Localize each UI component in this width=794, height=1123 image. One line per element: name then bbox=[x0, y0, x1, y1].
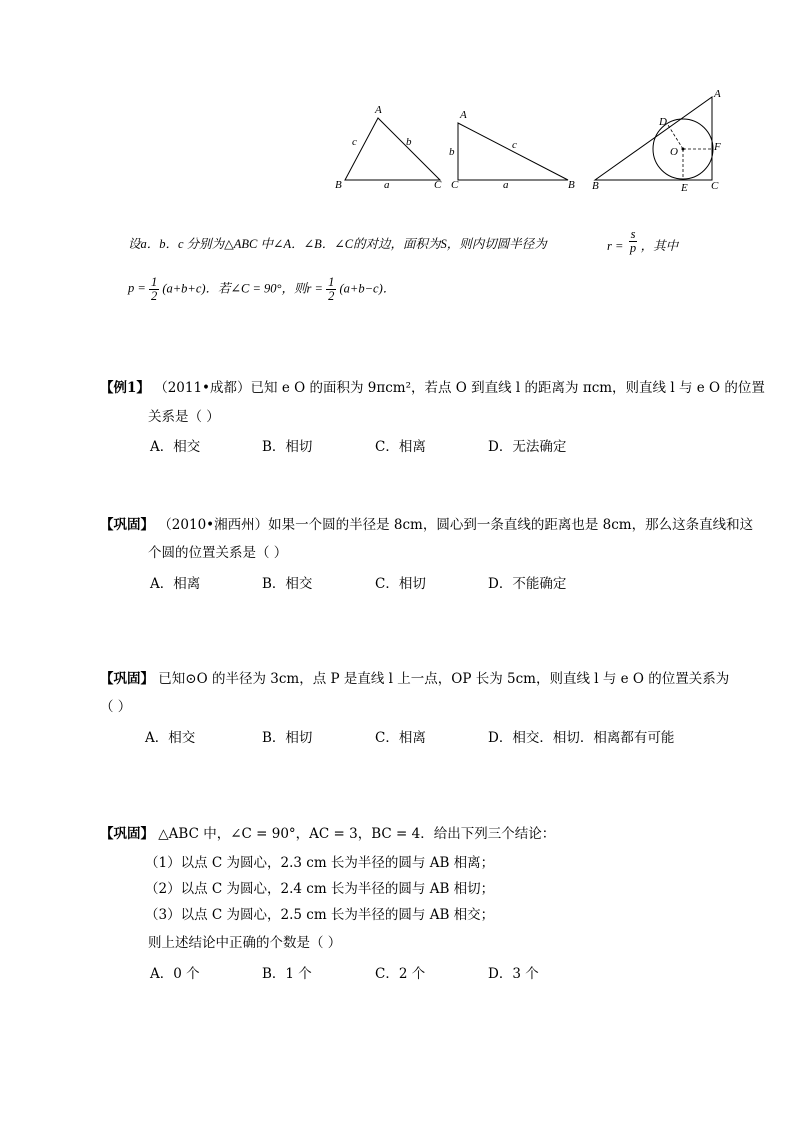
formula-end: (a+b−c)． bbox=[339, 281, 396, 296]
label-B: B bbox=[568, 179, 575, 191]
formula-mid: (a+b+c)．若∠C = 90°，则r = bbox=[162, 281, 323, 296]
label-A: A bbox=[460, 109, 467, 121]
label-A: A bbox=[714, 88, 721, 100]
label-b: b bbox=[406, 136, 412, 148]
triangle-figures bbox=[330, 85, 730, 195]
half-denominator: 2 bbox=[150, 289, 158, 303]
r-lhs: r = bbox=[607, 239, 624, 254]
question-stem: △ABC 中，∠C = 90°，AC = 3，BC = 4．给出下列三个结论： bbox=[158, 826, 556, 842]
question-ask: 则上述结论中正确的个数是（ ） bbox=[148, 935, 342, 951]
question-stem: （2010•湘西州）如果一个圆的半径是 8cm，圆心到一条直线的距离也是 8cm，那么这条直线和这 bbox=[158, 517, 754, 533]
radius-formula bbox=[607, 228, 678, 255]
formula-line-1 bbox=[128, 234, 547, 252]
option-b: B．相切 bbox=[262, 730, 313, 746]
question-tag: 【巩固】 bbox=[100, 671, 154, 687]
option-d: D．无法确定 bbox=[488, 439, 567, 455]
option-b: B．相交 bbox=[262, 576, 313, 592]
label-a: a bbox=[384, 179, 390, 191]
half-numerator-2: 1 bbox=[328, 275, 335, 289]
option-d: D．相交．相切．相离都有可能 bbox=[488, 730, 675, 746]
half-denominator-2: 2 bbox=[328, 289, 335, 303]
conclusion-1: （1）以点 C 为圆心，2.3 cm 长为半径的圆与 AB 相离； bbox=[145, 855, 495, 871]
label-B: B bbox=[335, 179, 342, 191]
frac-numerator: s bbox=[630, 227, 636, 241]
option-d: D．3 个 bbox=[488, 966, 539, 982]
question-stem: （2011•成都）已知 e O 的面积为 9πcm²，若点 O 到直线 l 的距离为 πcm，则直线 l 与 e O 的位置 bbox=[154, 380, 765, 396]
question-tag: 【巩固】 bbox=[100, 517, 154, 533]
question-tag: 【巩固】 bbox=[100, 826, 154, 842]
formula-text: 设a．b．c 分别为△ABC 中∠A．∠B．∠C的对边，面积为S，则内切圆半径为 bbox=[128, 237, 547, 251]
label-b: b bbox=[449, 146, 455, 158]
label-B: B bbox=[592, 180, 599, 192]
question-stem-cont: （ ） bbox=[100, 699, 132, 715]
label-F: F bbox=[714, 141, 721, 153]
option-c: C．相离 bbox=[375, 439, 426, 455]
option-d: D．不能确定 bbox=[488, 576, 567, 592]
label-O: O bbox=[670, 146, 678, 158]
formula-tail: ，其中 bbox=[640, 239, 679, 254]
label-C: C bbox=[711, 180, 719, 192]
option-c: C．相切 bbox=[375, 576, 426, 592]
label-c: c bbox=[512, 139, 517, 151]
figure-incircle bbox=[592, 88, 721, 194]
half-numerator: 1 bbox=[150, 275, 158, 289]
option-b: B．1 个 bbox=[262, 966, 312, 982]
option-c: C．2 个 bbox=[375, 966, 426, 982]
option-a: A．相离 bbox=[150, 576, 201, 592]
option-c: C．相离 bbox=[375, 730, 426, 746]
fraction bbox=[629, 228, 638, 255]
question-stem: 已知⊙O 的半径为 3cm，点 P 是直线 l 上一点，OP 长为 5cm，则直线 l 与 e O 的位置关系为 bbox=[158, 671, 730, 687]
label-a: a bbox=[503, 179, 509, 191]
frac-denominator: p bbox=[629, 241, 637, 255]
option-a: A．0 个 bbox=[150, 966, 200, 982]
option-a: A．相交 bbox=[145, 730, 196, 746]
question-stem-cont: 个圆的位置关系是（ ） bbox=[148, 545, 288, 561]
label-D: D bbox=[659, 116, 667, 128]
formula-line-2 bbox=[128, 276, 395, 303]
half-fraction bbox=[149, 276, 159, 303]
option-b: B．相切 bbox=[262, 439, 313, 455]
question-stem-cont: 关系是（ ） bbox=[148, 409, 220, 425]
figure-right-triangle bbox=[449, 109, 575, 191]
conclusion-3: （3）以点 C 为圆心，2.5 cm 长为半径的圆与 AB 相交； bbox=[145, 907, 495, 923]
option-a: A．相交 bbox=[150, 439, 201, 455]
conclusion-2: （2）以点 C 为圆心，2.4 cm 长为半径的圆与 AB 相切； bbox=[145, 881, 495, 897]
p-lhs: p = bbox=[128, 281, 146, 296]
figure-general-triangle bbox=[335, 104, 442, 191]
label-C: C bbox=[451, 179, 459, 191]
label-c: c bbox=[352, 136, 357, 148]
label-A: A bbox=[375, 104, 382, 116]
half-fraction-2 bbox=[326, 276, 336, 303]
question-tag: 【例1】 bbox=[100, 380, 150, 396]
label-C: C bbox=[434, 179, 442, 191]
label-E: E bbox=[681, 182, 688, 194]
